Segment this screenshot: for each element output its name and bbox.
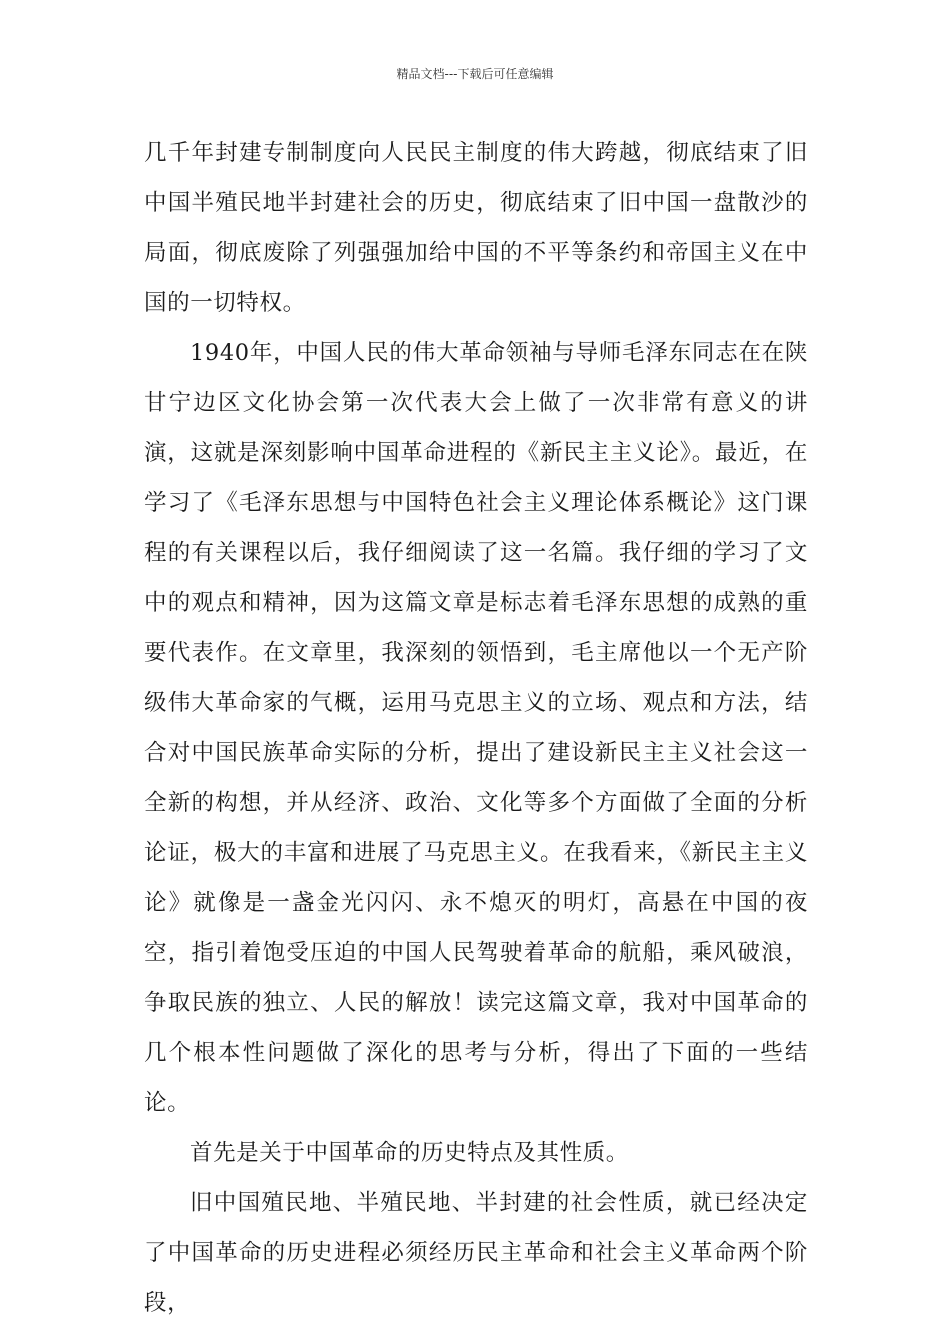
paragraph-new-democracy-intro: 1940年，中国人民的伟大革命领袖与导师毛泽东同志在在陕甘宁边区文化协会第一次代表大会上做了一次非常有意义的讲演，这就是深刻影响中国革命进程的《新民主主义论》。最近，在学习了《毛泽东思想与中国特色社会主义理论体系概论》这门课程的有关课程以后，我仔细阅读了这一名篇。我仔细的学习了文中的观点和精神，因为这篇文章是标志着毛泽东思想的成熟的重要代表作。在文章里，我深刻的领悟到，毛主席他以一个无产阶级伟大革命家的气概，运用马克思主义的立场、观点和方法，结合对中国民族革命实际的分析，提出了建设新民主主义社会这一全新的构想，并从经济、政治、文化等多个方面做了全面的分析论证，极大的丰富和进展了马克思主义。在我看来，《新民主主义论》就像是一盏金光闪闪、永不熄灭的明灯，高悬在中国的夜空，指引着饱受压迫的中国人民驾驶着革命的航船，乘风破浪，争取民族的独立、人民的解放！读完这篇文章，我对中国革命的几个根本性问题做了深化的思考与分析，得出了下面的一些结论。 [144, 340, 808, 1116]
paragraph-continuation: 几千年封建专制制度向人民民主制度的伟大跨越，彻底结束了旧中国半殖民地半封建社会的历史，彻底结束了旧中国一盘散沙的局面，彻底废除了列强强加给中国的不平等条约和帝国主义在中国的一切特权。 [144, 140, 808, 316]
document-body [144, 128, 808, 1328]
page-header: 精品文档---下载后可任意编辑 [396, 67, 554, 81]
paragraph-social-nature: 旧中国殖民地、半殖民地、半封建的社会性质，就已经决定了中国革命的历史进程必须经历民主革命和社会主义革命两个阶段， [144, 1190, 808, 1316]
paragraph-section-heading: 首先是关于中国革命的历史特点及其性质。 [190, 1140, 629, 1166]
